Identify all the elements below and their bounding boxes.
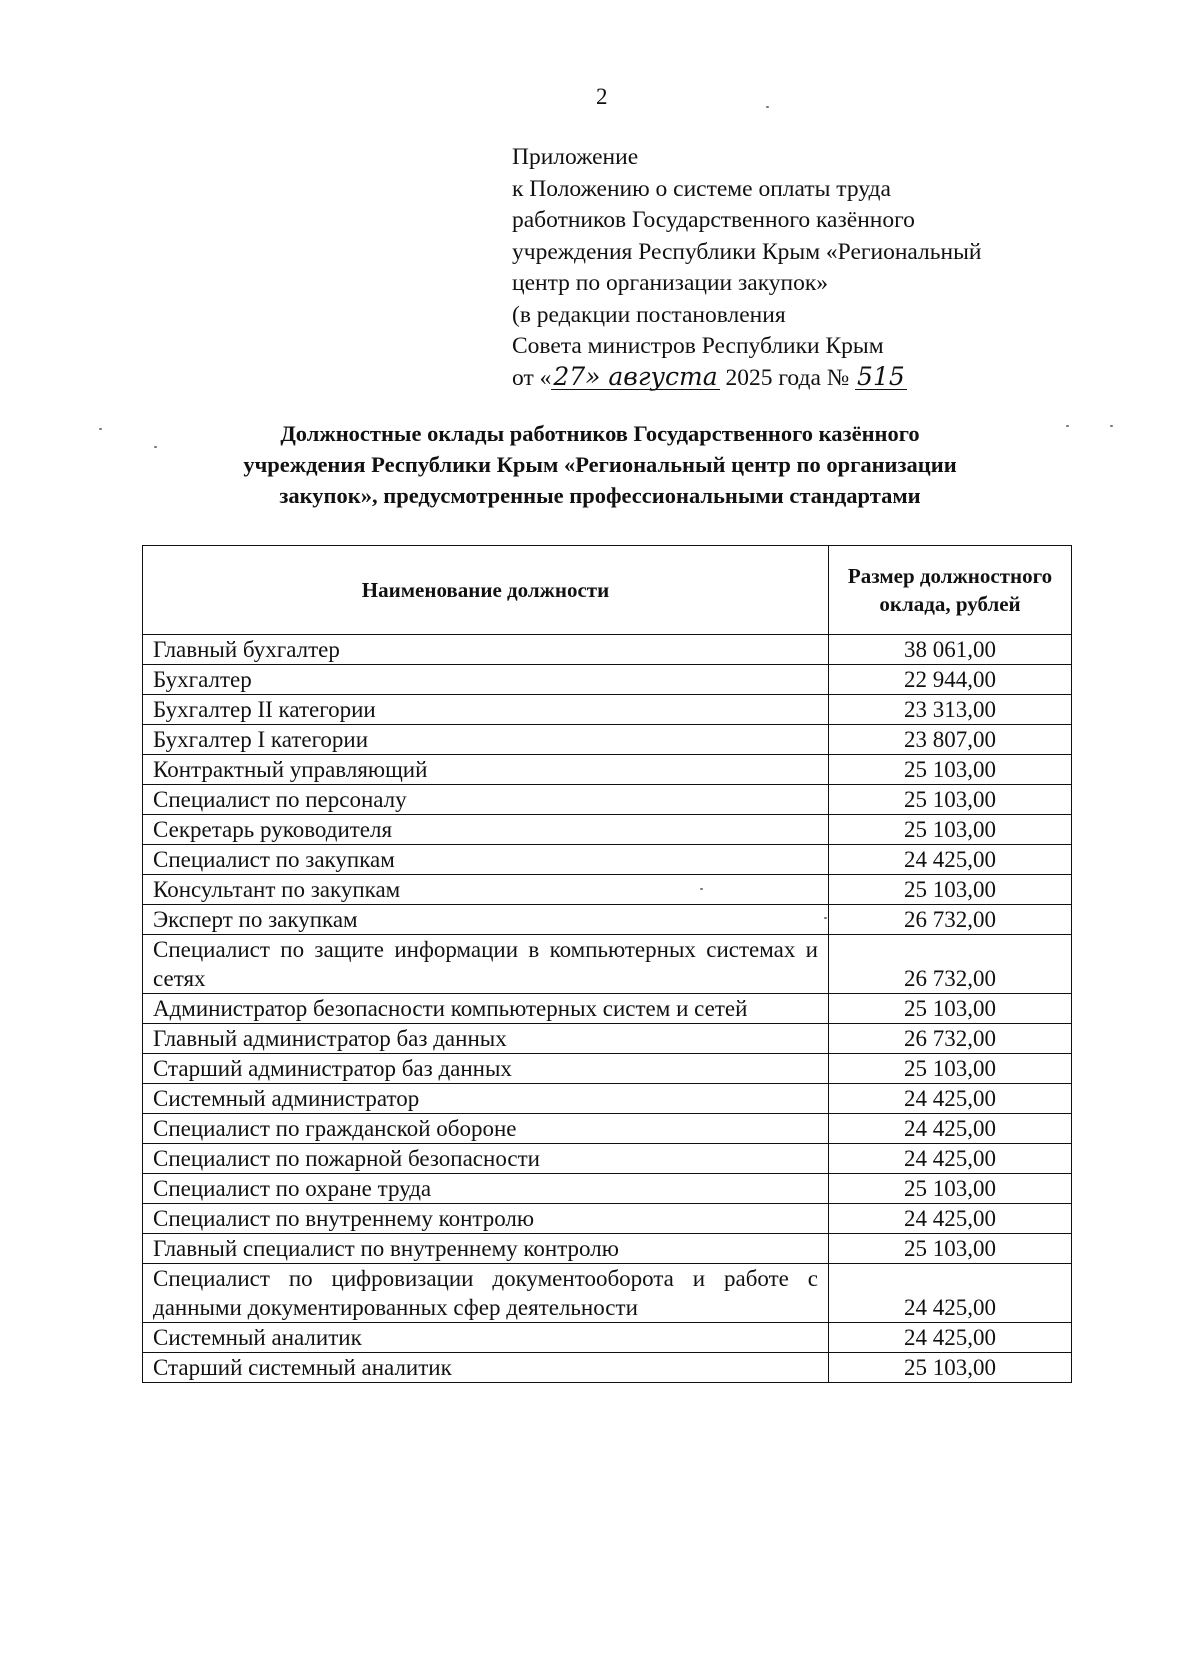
position-name-cell: Специалист по персоналу <box>143 785 829 815</box>
salary-cell: 26 732,00 <box>829 905 1072 935</box>
position-name-cell: Главный специалист по внутреннему контролю <box>143 1234 829 1264</box>
position-name-cell: Старший системный аналитик <box>143 1353 829 1383</box>
table-row <box>143 1353 1072 1383</box>
page-number: 2 <box>596 84 608 109</box>
header-position-name: Наименование должности <box>143 546 829 635</box>
table-row <box>143 725 1072 755</box>
year-text: 2025 года № <box>725 364 850 391</box>
position-name-cell: Специалист по охране труда <box>143 1174 829 1204</box>
appendix-block <box>512 142 1072 394</box>
handwritten-date: 27» августа <box>553 361 718 391</box>
table-row <box>143 875 1072 905</box>
position-name-cell: Специалист по защите информации в компьютерных системах и сетях <box>143 935 829 994</box>
position-name-cell: Бухгалтер I категории <box>143 725 829 755</box>
appendix-line: учреждения Республики Крым «Региональный <box>512 238 982 265</box>
scan-speck <box>766 106 769 108</box>
date-prefix: от « <box>512 364 552 391</box>
salary-cell: 25 103,00 <box>829 994 1072 1024</box>
position-name-cell: Бухгалтер <box>143 665 829 695</box>
position-name-cell: Специалист по гражданской обороне <box>143 1114 829 1144</box>
salary-cell: 26 732,00 <box>829 1024 1072 1054</box>
scan-speck <box>99 428 102 430</box>
salary-cell: 25 103,00 <box>829 815 1072 845</box>
position-name-cell: Администратор безопасности компьютерных систем и сетей <box>143 994 829 1024</box>
appendix-line: Совета министров Республики Крым <box>512 333 884 359</box>
salary-cell: 25 103,00 <box>829 1353 1072 1383</box>
salary-cell: 23 313,00 <box>829 695 1072 725</box>
appendix-line: (в редакции постановления <box>512 301 786 328</box>
table-row <box>143 1174 1072 1204</box>
title-line: Должностные оклады работников Государственного казённого <box>280 421 920 446</box>
salary-cell: 25 103,00 <box>829 755 1072 785</box>
position-name-cell: Эксперт по закупкам <box>143 905 829 935</box>
position-name-cell: Консультант по закупкам <box>143 875 829 905</box>
table-row <box>143 1114 1072 1144</box>
position-name-cell: Главный бухгалтер <box>143 635 829 665</box>
table-row <box>143 635 1072 665</box>
position-name-cell: Системный аналитик <box>143 1323 829 1353</box>
salary-cell: 24 425,00 <box>829 1144 1072 1174</box>
table-row <box>143 1204 1072 1234</box>
position-name-cell: Системный администратор <box>143 1084 829 1114</box>
appendix-line: к Положению о системе оплаты труда <box>512 175 891 202</box>
appendix-line: Приложение <box>512 144 639 170</box>
appendix-line: центр по организации закупок» <box>512 270 829 296</box>
salary-cell: 22 944,00 <box>829 665 1072 695</box>
salary-cell: 25 103,00 <box>829 1234 1072 1264</box>
salary-cell: 24 425,00 <box>829 1264 1072 1323</box>
position-name-cell: Главный администратор баз данных <box>143 1024 829 1054</box>
table-row <box>143 755 1072 785</box>
table-row <box>143 994 1072 1024</box>
scan-speck <box>700 888 703 890</box>
salary-cell: 23 807,00 <box>829 725 1072 755</box>
table-row <box>143 935 1072 994</box>
table-row <box>143 815 1072 845</box>
salary-cell: 24 425,00 <box>829 1204 1072 1234</box>
salary-cell: 24 425,00 <box>829 845 1072 875</box>
position-name-cell: Специалист по пожарной безопасности <box>143 1144 829 1174</box>
scan-speck <box>1066 425 1069 427</box>
salary-cell: 26 732,00 <box>829 935 1072 994</box>
table-row <box>143 1323 1072 1353</box>
salary-cell: 25 103,00 <box>829 785 1072 815</box>
salary-cell: 24 425,00 <box>829 1084 1072 1114</box>
table-row <box>143 1024 1072 1054</box>
position-name-cell: Старший администратор баз данных <box>143 1054 829 1084</box>
table-row <box>143 785 1072 815</box>
salary-cell: 25 103,00 <box>829 1054 1072 1084</box>
table-row <box>143 905 1072 935</box>
scan-speck <box>824 917 827 919</box>
salary-table <box>142 545 1072 1383</box>
position-name-cell: Секретарь руководителя <box>143 815 829 845</box>
header-salary: Размер должностного оклада, рублей <box>829 546 1072 635</box>
document-title <box>140 418 1060 511</box>
handwritten-number: 515 <box>857 361 905 391</box>
table-row <box>143 1264 1072 1323</box>
table-row <box>143 1234 1072 1264</box>
table-row <box>143 1054 1072 1084</box>
salary-cell: 25 103,00 <box>829 1174 1072 1204</box>
position-name-cell: Контрактный управляющий <box>143 755 829 785</box>
salary-cell: 24 425,00 <box>829 1323 1072 1353</box>
position-name-cell: Специалист по закупкам <box>143 845 829 875</box>
table-row <box>143 1084 1072 1114</box>
scan-speck <box>154 446 157 448</box>
salary-cell: 24 425,00 <box>829 1114 1072 1144</box>
table-row <box>143 695 1072 725</box>
title-line: закупок», предусмотренные профессиональными стандартами <box>279 483 921 508</box>
position-name-cell: Бухгалтер II категории <box>143 695 829 725</box>
salary-cell: 38 061,00 <box>829 635 1072 665</box>
table-header-row <box>143 546 1072 635</box>
appendix-line: работников Государственного казённого <box>512 207 915 233</box>
table-row <box>143 665 1072 695</box>
title-line: учреждения Республики Крым «Региональный центр по организации <box>243 452 957 477</box>
table-row <box>143 1144 1072 1174</box>
salary-cell: 25 103,00 <box>829 875 1072 905</box>
position-name-cell: Специалист по внутреннему контролю <box>143 1204 829 1234</box>
position-name-cell: Специалист по цифровизации документооборота и работе с данными документированных сфер деятельности <box>143 1264 829 1323</box>
table-body <box>143 635 1072 1383</box>
appendix-date-line <box>512 363 1072 395</box>
scan-speck <box>1110 425 1113 427</box>
table-row <box>143 845 1072 875</box>
